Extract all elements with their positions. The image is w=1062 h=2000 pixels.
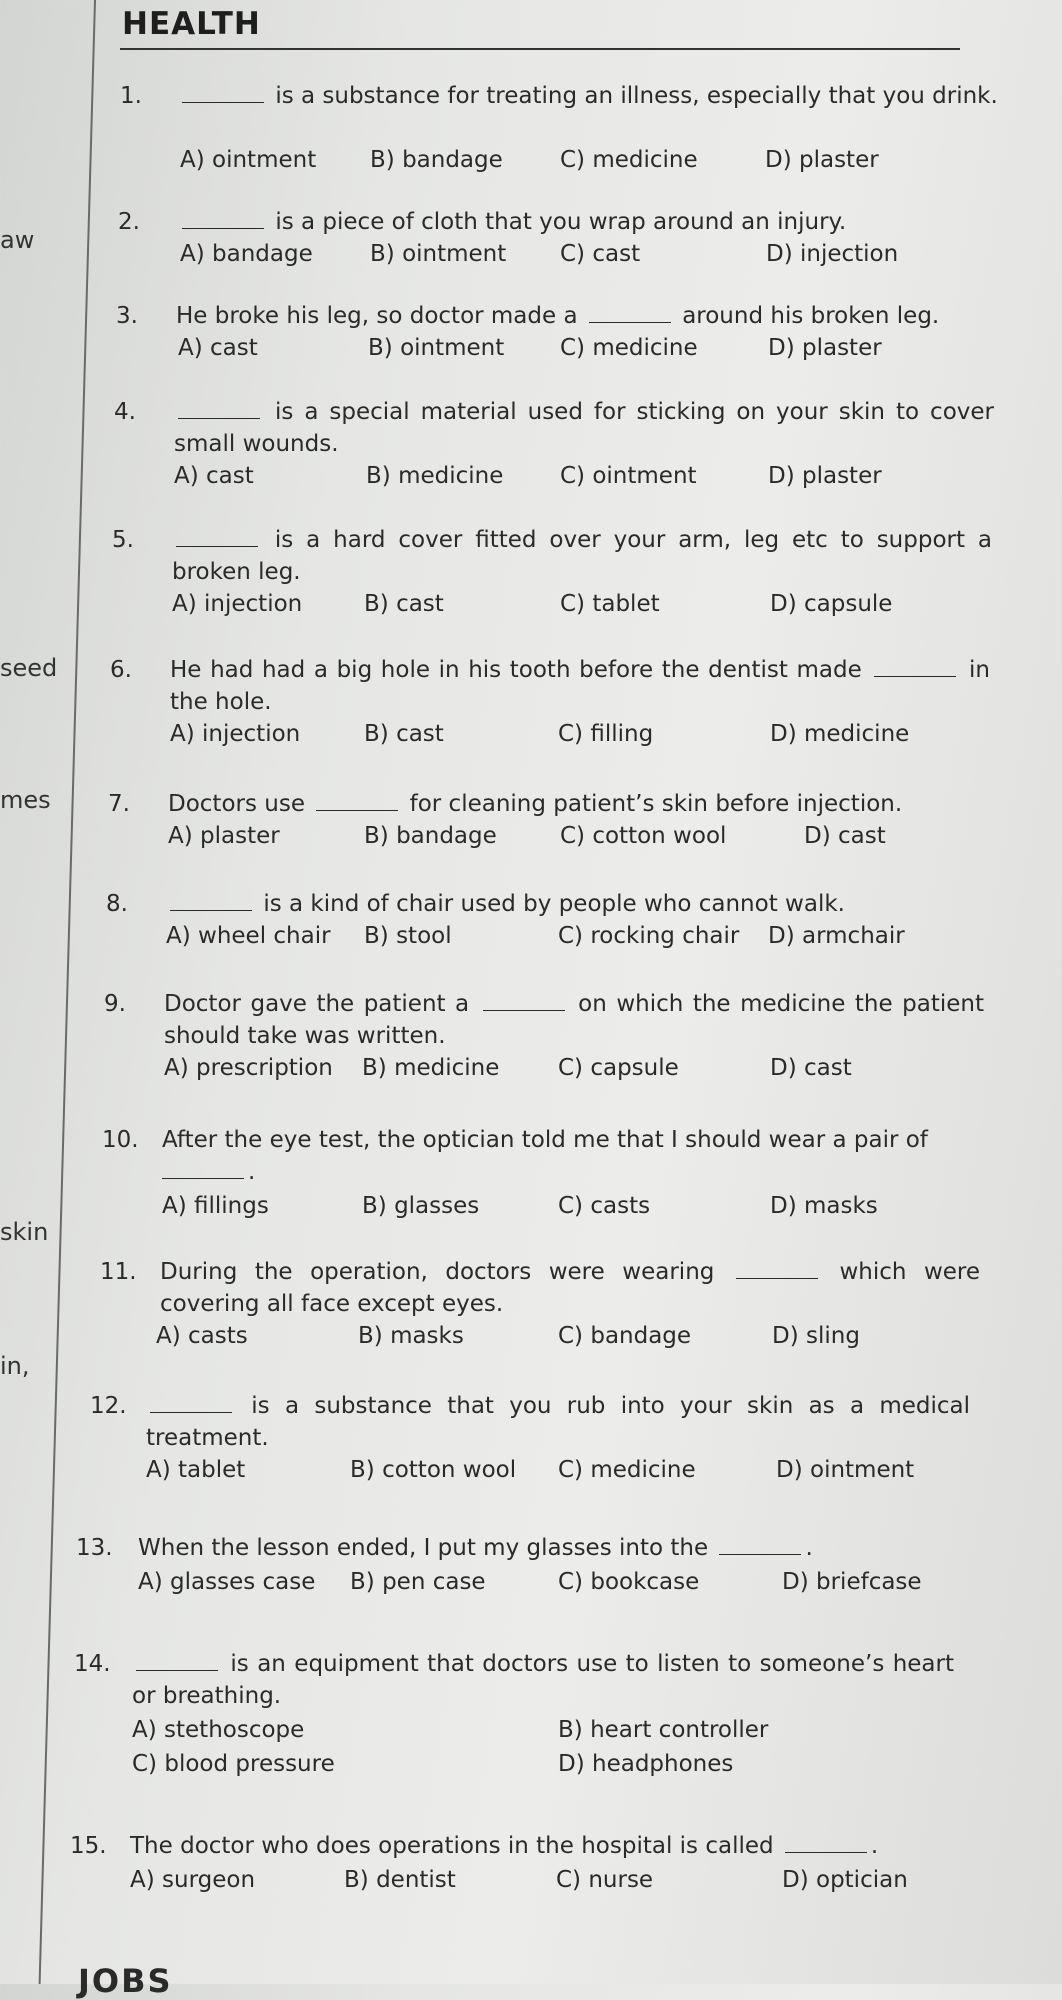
question-text: Doctor gave the patient a on which the medicine the patient should take was written. (164, 991, 984, 1049)
option-a[interactable]: A) tablet (146, 1457, 246, 1483)
answer-options (90, 1454, 970, 1486)
answer-options (100, 1320, 980, 1352)
question-text: He had had a big hole in his tooth before the dentist made in the hole. (170, 657, 990, 715)
option-d[interactable]: D) briefcase (782, 1569, 922, 1595)
option-c[interactable]: C) ointment (560, 463, 697, 489)
question-number: 9. (104, 991, 126, 1017)
answer-blank (874, 658, 956, 677)
answer-blank (785, 1834, 867, 1853)
question-number: 4. (114, 399, 136, 425)
question-text: is a substance for treating an illness, especially that you drink. (178, 80, 1000, 112)
option-c[interactable]: C) blood pressure (132, 1751, 335, 1777)
answer-options (104, 1052, 984, 1084)
option-a[interactable]: A) injection (170, 721, 301, 747)
page-title: HEALTH (122, 6, 261, 42)
question-text: He broke his leg, so doctor made a around his broken leg. (176, 303, 940, 329)
answer-blank (483, 992, 565, 1011)
option-b[interactable]: B) cotton wool (350, 1457, 517, 1483)
margin-fragment: seed (0, 654, 58, 682)
next-section-heading: JOBS (78, 1962, 173, 2000)
answer-options (108, 820, 988, 852)
option-d[interactable]: D) ointment (776, 1457, 915, 1483)
option-a[interactable]: A) wheel chair (166, 923, 331, 949)
answer-options (110, 718, 990, 750)
margin-fragment: skin (0, 1218, 49, 1246)
option-d[interactable]: D) optician (782, 1867, 908, 1893)
question-text: The doctor who does operations in the hospital is called . (130, 1833, 879, 1859)
answer-blank (589, 304, 671, 323)
answer-options (120, 144, 1000, 176)
question-text: is a hard cover fitted over your arm, leg etc to support a broken leg. (172, 527, 993, 585)
question-number: 10. (102, 1127, 139, 1153)
option-d[interactable]: D) plaster (768, 335, 882, 361)
option-b[interactable]: B) ointment (368, 335, 505, 361)
option-c[interactable]: C) bandage (558, 1323, 692, 1349)
question-number: 8. (106, 891, 128, 917)
option-b[interactable]: B) stool (364, 923, 452, 949)
option-c[interactable]: C) cast (560, 241, 641, 267)
option-c[interactable]: C) medicine (558, 1457, 696, 1483)
option-a[interactable]: A) prescription (164, 1055, 333, 1081)
margin-fragment: mes (0, 786, 51, 814)
question-number: 2. (118, 209, 140, 235)
option-a[interactable]: A) cast (178, 335, 258, 361)
answer-blank (150, 1394, 232, 1413)
answer-options (70, 1864, 950, 1896)
option-c[interactable]: C) medicine (560, 147, 698, 173)
option-a[interactable]: A) fillings (162, 1193, 269, 1219)
question-text: During the operation, doctors were wearing which were covering all face except eyes. (160, 1259, 981, 1317)
option-d[interactable]: D) headphones (558, 1751, 734, 1777)
option-d[interactable]: D) medicine (770, 721, 910, 747)
question-number: 1. (120, 83, 142, 109)
question-text: When the lesson ended, I put my glasses into the . (138, 1535, 813, 1561)
answer-options (118, 238, 998, 270)
option-a[interactable]: A) injection (172, 591, 303, 617)
option-c[interactable]: C) medicine (560, 335, 698, 361)
answer-blank (719, 1536, 801, 1555)
answer-options (76, 1566, 956, 1598)
option-c[interactable]: C) cotton wool (560, 823, 727, 849)
option-d[interactable]: D) capsule (770, 591, 893, 617)
answer-options-row-1 (74, 1714, 954, 1746)
option-d[interactable]: D) plaster (765, 147, 879, 173)
answer-blank (182, 84, 264, 103)
option-b[interactable]: B) bandage (370, 147, 503, 173)
question-text: is a substance that you rub into your skin as a medical treatment. (146, 1393, 971, 1451)
margin-fragment: in, (0, 1352, 30, 1380)
option-d[interactable]: D) sling (772, 1323, 860, 1349)
option-c[interactable]: C) bookcase (558, 1569, 700, 1595)
question-number: 7. (108, 791, 130, 817)
question-text: After the eye test, the optician told me that I should wear a pair of . (162, 1127, 928, 1185)
option-b[interactable]: B) heart controller (558, 1717, 769, 1743)
option-c[interactable]: C) rocking chair (558, 923, 740, 949)
question-number: 11. (100, 1259, 137, 1285)
answer-options (116, 332, 996, 364)
question-number: 13. (76, 1535, 113, 1561)
answer-blank (182, 210, 264, 229)
question-number: 14. (74, 1651, 111, 1677)
answer-options (114, 460, 994, 492)
question-text: Doctors use for cleaning patient’s skin before injection. (168, 791, 903, 817)
option-a[interactable]: A) ointment (180, 147, 317, 173)
answer-blank (176, 528, 258, 547)
option-d[interactable]: D) armchair (768, 923, 905, 949)
answer-options (102, 1190, 982, 1222)
answer-blank (136, 1652, 218, 1671)
answer-blank (170, 892, 252, 911)
question-text: is a special material used for sticking on your skin to cover small wounds. (174, 399, 994, 457)
option-b[interactable]: B) medicine (362, 1055, 500, 1081)
option-a[interactable]: A) casts (156, 1323, 248, 1349)
option-c[interactable]: C) tablet (560, 591, 660, 617)
option-d[interactable]: D) cast (804, 823, 886, 849)
option-b[interactable]: B) ointment (370, 241, 507, 267)
title-underline (120, 48, 960, 50)
question-number: 5. (112, 527, 134, 553)
option-d[interactable]: D) cast (770, 1055, 852, 1081)
answer-blank (736, 1260, 818, 1279)
option-d[interactable]: D) plaster (768, 463, 882, 489)
option-b[interactable]: B) masks (358, 1323, 464, 1349)
option-a[interactable]: A) cast (174, 463, 254, 489)
answer-blank (178, 400, 260, 419)
margin-fragment: aw (0, 226, 35, 254)
option-a[interactable]: A) stethoscope (132, 1717, 305, 1743)
question-number: 15. (70, 1833, 107, 1859)
option-d[interactable]: D) injection (766, 241, 899, 267)
option-a[interactable]: A) surgeon (130, 1867, 256, 1893)
option-b[interactable]: B) medicine (366, 463, 504, 489)
margin-divider (39, 0, 96, 1984)
option-c[interactable]: C) casts (558, 1193, 651, 1219)
question-number: 12. (90, 1393, 127, 1419)
option-b[interactable]: B) cast (364, 591, 444, 617)
option-d[interactable]: D) masks (770, 1193, 878, 1219)
question-text: is an equipment that doctors use to listen to someone’s heart or breathing. (132, 1651, 955, 1709)
answer-blank (316, 792, 398, 811)
option-b[interactable]: B) pen case (350, 1569, 486, 1595)
option-b[interactable]: B) bandage (364, 823, 497, 849)
option-c[interactable]: C) capsule (558, 1055, 679, 1081)
answer-blank (162, 1160, 244, 1179)
option-c[interactable]: C) filling (558, 721, 654, 747)
option-a[interactable]: A) glasses case (138, 1569, 316, 1595)
question-text: is a piece of cloth that you wrap around an injury. (178, 206, 998, 238)
answer-options (112, 588, 992, 620)
question-number: 3. (116, 303, 138, 329)
option-a[interactable]: A) bandage (180, 241, 313, 267)
answer-options-row-2 (74, 1748, 954, 1780)
option-a[interactable]: A) plaster (168, 823, 280, 849)
question-text: is a kind of chair used by people who cannot walk. (166, 888, 986, 920)
question-number: 6. (110, 657, 132, 683)
option-b[interactable]: B) cast (364, 721, 444, 747)
option-b[interactable]: B) dentist (344, 1867, 456, 1893)
option-c[interactable]: C) nurse (556, 1867, 654, 1893)
option-b[interactable]: B) glasses (362, 1193, 480, 1219)
answer-options (106, 920, 986, 952)
